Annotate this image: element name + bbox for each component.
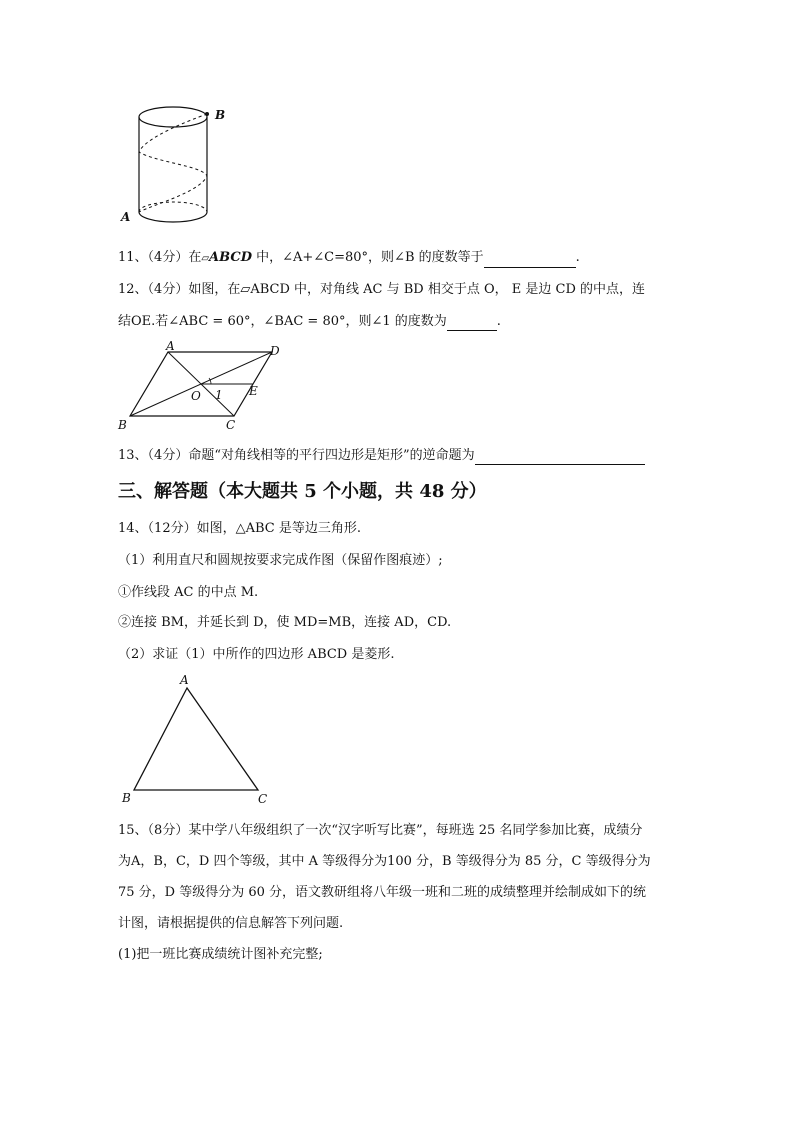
question-15-line-2: 为A，B，C，D 四个等级，其中 A 等级得分为100 分，B 等级得分为 85 分，C 等级得分为 bbox=[118, 854, 651, 869]
point-b-dot bbox=[205, 112, 209, 116]
label-e: E bbox=[249, 384, 258, 398]
question-15-line-3: 75 分，D 等级得分为 60 分，语文教研组将八年级一班和二班的成绩整理并绘制成如下的统 bbox=[118, 885, 647, 900]
question-13: 13、（4分）命题“对角线相等的平行四边形是矩形”的逆命题为 bbox=[118, 447, 645, 465]
label-b: B bbox=[122, 791, 131, 805]
label-a: A bbox=[166, 339, 175, 353]
question-14-line-2: （1）利用直尺和圆规按要求完成作图（保留作图痕迹）; bbox=[118, 553, 443, 568]
cylinder-figure bbox=[115, 100, 235, 230]
question-14-line-5: （2）求证（1）中所作的四边形 ABCD 是菱形. bbox=[118, 647, 395, 662]
section-3-heading: 三、解答题（本大题共 5 个小题，共 48 分） bbox=[118, 481, 487, 502]
label-a: A bbox=[180, 673, 189, 687]
triangle-abc bbox=[134, 688, 258, 790]
question-15-line-4: 计图，请根据提供的信息解答下列问题. bbox=[118, 916, 344, 931]
cylinder-bottom-back bbox=[139, 202, 207, 212]
question-14-line-1: 14、（12分）如图，△ABC 是等边三角形. bbox=[118, 521, 361, 536]
label-c: C bbox=[226, 418, 236, 432]
question-14-line-4: ②连接 BM，并延长到 D，使 MD=MB，连接 AD，CD. bbox=[118, 615, 452, 630]
question-15-line-5: (1)把一班比赛成绩统计图补充完整; bbox=[118, 947, 323, 962]
question-15-line-1: 15、（8分）某中学八年级组织了一次“汉字听写比赛”，每班选 25 名同学参加比赛，成绩分 bbox=[118, 823, 643, 838]
answer-blank-13[interactable] bbox=[475, 448, 645, 465]
label-a: A bbox=[121, 210, 131, 224]
label-o: O bbox=[191, 389, 201, 403]
angle-1-arc bbox=[209, 378, 211, 384]
label-1: 1 bbox=[215, 388, 223, 402]
parallelogram-figure bbox=[112, 338, 292, 433]
answer-blank-11[interactable] bbox=[484, 251, 576, 268]
helix-path bbox=[139, 114, 207, 212]
question-11: 11、（4分）在▱ABCD 中，∠A+∠C=80°，则∠B 的度数等于 . bbox=[118, 249, 580, 268]
label-b: B bbox=[118, 418, 127, 432]
question-12-line-1: 12、（4分）如图，在▱ABCD 中，对角线 AC 与 BD 相交于点 O， E 是边 CD 的中点，连 bbox=[118, 282, 646, 297]
question-12-line-2: 结OE.若∠ABC = 60°，∠BAC = 80°，则∠1 的度数为 . bbox=[118, 314, 501, 329]
label-b: B bbox=[215, 108, 226, 122]
label-c: C bbox=[258, 792, 268, 806]
question-14-line-3: ①作线段 AC 的中点 M. bbox=[118, 585, 259, 600]
label-d: D bbox=[270, 344, 280, 358]
cylinder-top-ellipse bbox=[139, 107, 207, 127]
answer-blank-12[interactable] bbox=[447, 314, 497, 331]
cylinder-bottom-front bbox=[139, 212, 207, 222]
triangle-figure bbox=[118, 670, 278, 810]
